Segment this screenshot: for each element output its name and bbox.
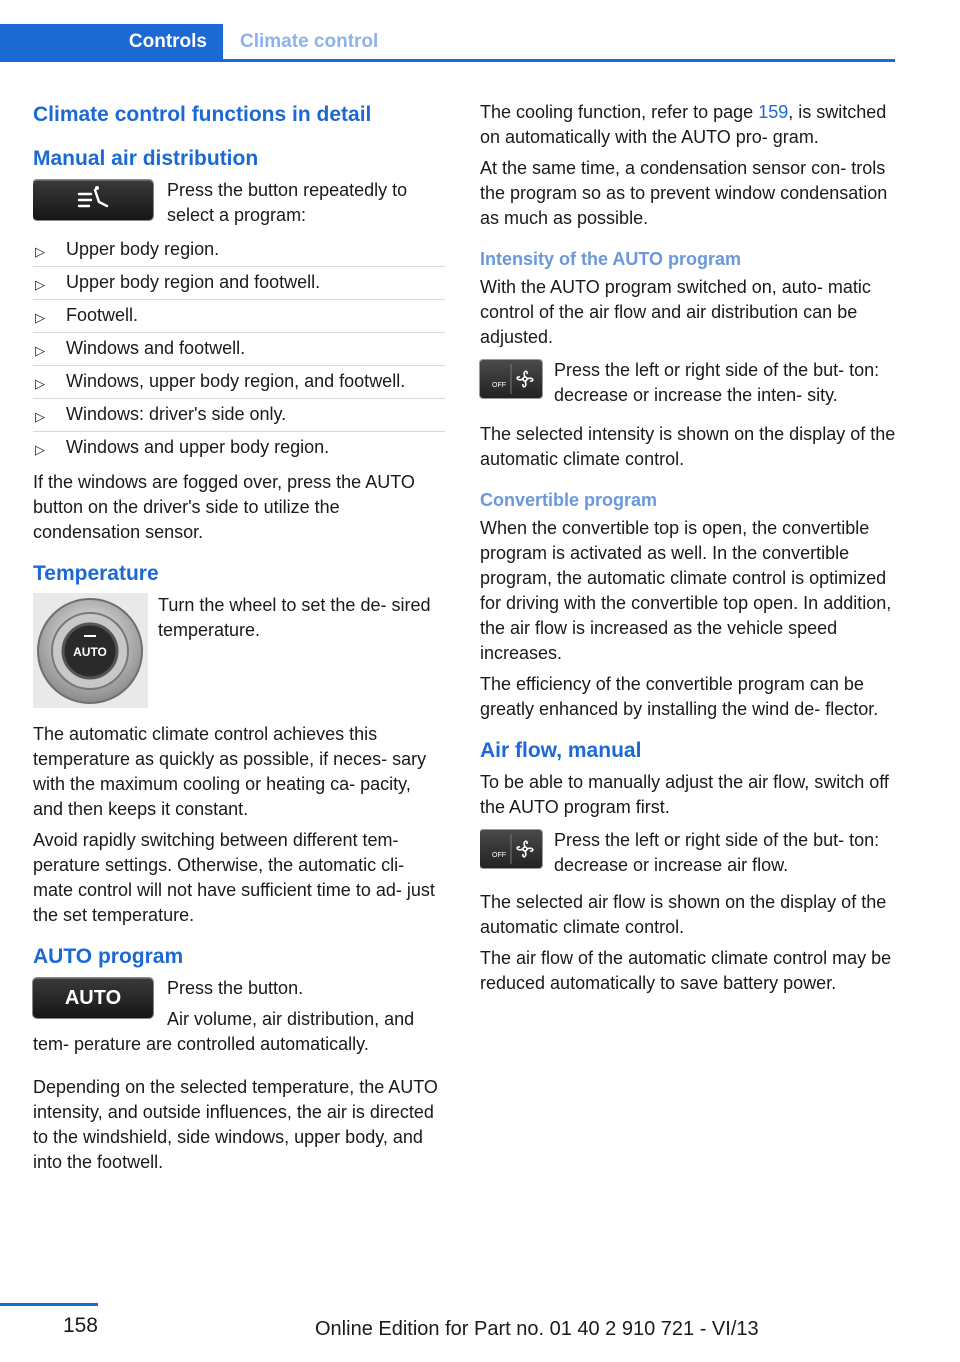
intensity-section [480, 245, 900, 472]
convertible-heading: Convertible program [480, 490, 658, 510]
left-column [33, 100, 445, 1181]
tab-climate-control[interactable]: Climate control [240, 31, 379, 52]
auto-button-label: AUTO [64, 987, 122, 1009]
edition-label: Online Edition for Part no. 01 40 2 910 721 - VI/13 [315, 1318, 759, 1340]
svg-text:AUTO: AUTO [73, 645, 107, 659]
list-item: ▷ Windows: driver's side only. [33, 399, 445, 432]
auto-intro-block [33, 976, 445, 1057]
fan-off-icon [480, 360, 542, 398]
fan-button-image [480, 360, 542, 398]
footer-rule [0, 1303, 98, 1306]
fan-off-icon [480, 830, 542, 868]
temperature-heading: Temperature [33, 562, 159, 585]
right-column [480, 100, 900, 1002]
auto-intro: Press the button. [167, 978, 304, 998]
temperature-p2: Avoid rapidly switching between different tem‐ perature settings. Otherwise, the automatic cli‐ mate control will not have sufficient time to ad‐ just the set temperature. [33, 830, 435, 925]
auto-button-image [33, 978, 153, 1018]
list-item: ▷ Windows and footwell. [33, 333, 445, 366]
manual-air-intro: Press the button repeatedly to select a program: [167, 180, 408, 225]
list-item: ▷ Upper body region and footwell. [33, 267, 445, 300]
temperature-intro: Turn the wheel to set the de‐ sired temperature. [158, 595, 431, 640]
auto-p2: Depending on the selected temperature, the AUTO intensity, and outside influences, the air is directed to the windshield, side windows, upper body, and into the footwell. [33, 1077, 438, 1172]
header-tabbar [0, 24, 895, 62]
list-item: ▷ Windows and upper body region. [33, 432, 445, 464]
triangle-bullet-icon: ▷ [35, 376, 45, 391]
page-title: Climate control functions in detail [33, 103, 372, 126]
temperature-section [33, 559, 445, 928]
convertible-p2: The efficiency of the convertible program can be greatly enhanced by installing the wind de‐ flector. [480, 674, 879, 719]
list-item: ▷ Windows, upper body region, and footwell. [33, 366, 445, 399]
tab-controls[interactable]: Controls [0, 24, 223, 59]
temperature-wheel-image [33, 593, 148, 708]
airflow-heading: Air flow, manual [480, 739, 642, 762]
program-list [33, 234, 445, 464]
manual-air-intro-block [33, 178, 445, 234]
manual-air-note: If the windows are fogged over, press the AUTO button on the driver's side to utilize the condensation sensor. [33, 472, 415, 542]
svg-text:OFF: OFF [492, 382, 506, 389]
list-item: ▷ Upper body region. [33, 234, 445, 267]
intensity-instr: Press the left or right side of the but‐ ton: decrease or increase the inten‐ sity. [554, 360, 880, 405]
airflow-instr-block [480, 828, 900, 884]
temperature-wheel-icon [33, 593, 148, 708]
convertible-p1: When the convertible top is open, the convertible program is activated as well. In the convertible program, the automatic climate control is optimized for driving with the convertible top open. In addition, the air flow is increased as the vehicle speed increases. [480, 518, 892, 663]
triangle-bullet-icon: ▷ [35, 244, 45, 259]
page-number: 158 [62, 1314, 98, 1337]
svg-text:OFF: OFF [492, 852, 506, 859]
intensity-heading: Intensity of the AUTO program [480, 249, 742, 269]
triangle-bullet-icon: ▷ [35, 277, 45, 292]
airflow-instr: Press the left or right side of the but‐ ton: decrease or increase air flow. [554, 830, 880, 875]
airflow-p1: To be able to manually adjust the air flow, switch off the AUTO program first. [480, 772, 889, 817]
convertible-section [480, 486, 900, 722]
intensity-p2: The selected intensity is shown on the display of the automatic climate control. [480, 424, 896, 469]
auto-heading: AUTO program [33, 945, 184, 968]
temperature-p1: The automatic climate control achieves this temperature as quickly as possible, if neces‐ sary with the maximum cooling or heating ca‐ pacity, and then keeps it constant. [33, 724, 427, 819]
list-item: ▷ Footwell. [33, 300, 445, 333]
triangle-bullet-icon: ▷ [35, 409, 45, 424]
triangle-bullet-icon: ▷ [35, 442, 45, 457]
page-link[interactable]: 159 [758, 102, 789, 122]
airflow-p3: The air flow of the automatic climate control may be reduced automatically to save battery power. [480, 948, 892, 993]
auto-section [33, 942, 445, 1175]
triangle-bullet-icon: ▷ [35, 310, 45, 325]
intensity-instr-block [480, 358, 900, 408]
manual-air-heading: Manual air distribution [33, 147, 259, 170]
triangle-bullet-icon: ▷ [35, 343, 45, 358]
auto-p1: Air volume, air distribution, and tem‐ perature are controlled automatically. [33, 1009, 415, 1054]
intensity-p1: With the AUTO program switched on, auto‐ matic control of the air flow and air distribution can be adjusted. [480, 277, 871, 347]
air-distribution-button-image [33, 180, 153, 220]
cooling-paragraph: The cooling function, refer to page 159, is switched on automatically with the AUTO pro‐ gram. [480, 102, 887, 147]
airflow-p2: The selected air flow is shown on the display of the automatic climate control. [480, 892, 887, 937]
condensation-paragraph: At the same time, a condensation sensor con‐ trols the program so as to prevent window condensation as much as possible. [480, 158, 888, 228]
fan-button-image [480, 830, 542, 868]
temperature-intro-block [33, 593, 445, 722]
air-distribution-icon [33, 180, 153, 220]
airflow-section [480, 736, 900, 996]
